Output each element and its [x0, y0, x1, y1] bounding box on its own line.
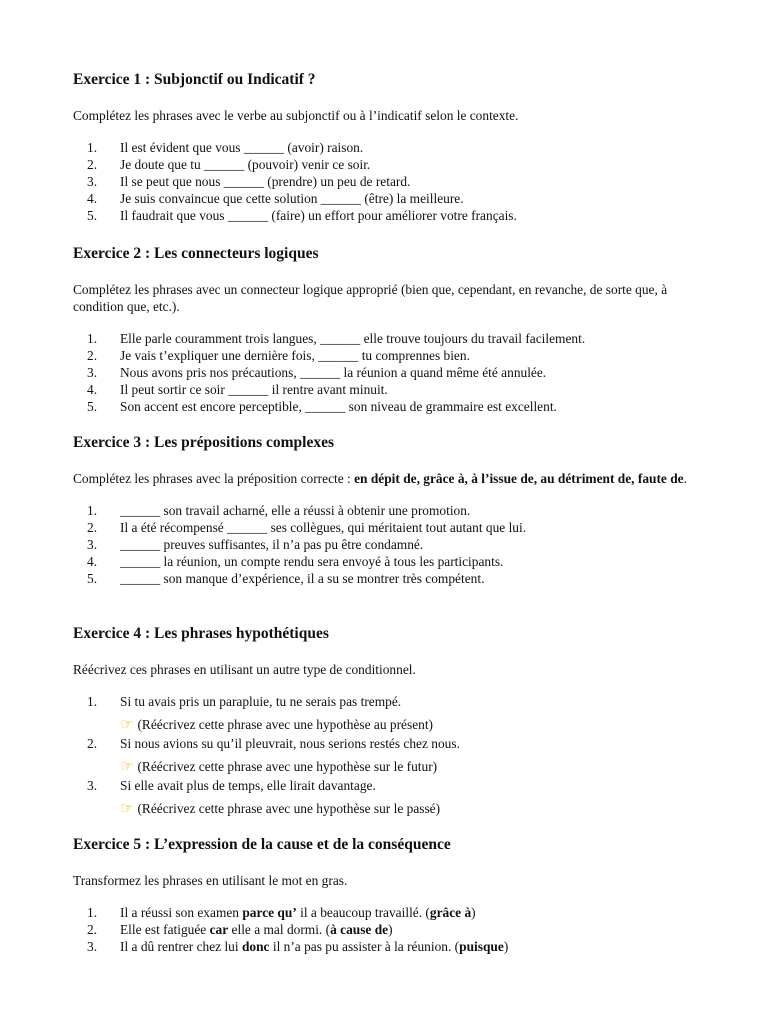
exercise-1-intro: Complétez les phrases avec le verbe au subjonctif ou à l’indicatif selon le contexte.	[73, 108, 519, 123]
list-item: 1. Il a réussi son examen parce qu’ il a beaucoup travaillé. (grâce à)	[87, 905, 476, 920]
list-item: 2. Elle est fatiguée car elle a mal dormi. (à cause de)	[87, 922, 393, 937]
list-item: 2. Je vais t’expliquer une dernière fois, ______ tu comprennes bien.	[87, 348, 470, 363]
exercise-3-list	[73, 502, 698, 587]
exercise-4-title: Exercice 4 : Les phrases hypothétiques	[73, 625, 329, 642]
hint-line: ☜ (Réécrivez cette phrase avec une hypothèse sur le futur)	[120, 757, 438, 775]
hint-line: ☜ (Réécrivez cette phrase avec une hypothèse au présent)	[120, 715, 434, 733]
list-item: 2. Il a été récompensé ______ ses collègues, qui méritaient tout autant que lui.	[87, 520, 527, 535]
list-item: 3. ______ preuves suffisantes, il n’a pas pu être condamné.	[87, 537, 424, 552]
list-item: 1. Si tu avais pris un parapluie, tu ne serais pas trempé. ☜ (Réécrivez cette phrase avec une hypothèse au présent)	[73, 693, 698, 733]
list-item: 5. Son accent est encore perceptible, ______ son niveau de grammaire est excellent.	[87, 399, 557, 414]
exercise-1-title: Exercice 1 : Subjonctif ou Indicatif ?	[73, 71, 316, 88]
pointing-hand-icon: ☜	[120, 799, 134, 817]
list-item: 2. Je doute que tu ______ (pouvoir) venir ce soir.	[87, 157, 371, 172]
exercise-3	[73, 433, 698, 587]
list-item: 4. Je suis convaincue que cette solution ______ (être) la meilleure.	[87, 191, 464, 206]
exercise-4-intro: Réécrivez ces phrases en utilisant un autre type de conditionnel.	[73, 662, 416, 677]
list-item: 2. Si nous avions su qu’il pleuvrait, nous serions restés chez nous. ☜ (Réécrivez cette phrase avec une hypothèse sur le futur)	[73, 735, 698, 775]
exercise-4	[73, 624, 698, 819]
exercise-5	[73, 835, 698, 955]
pointing-hand-icon: ☜	[120, 757, 134, 775]
exercise-5-list	[73, 904, 698, 955]
preposition-list: en dépit de, grâce à, à l’issue de, au détriment de, faute de	[354, 471, 684, 486]
exercise-2	[73, 244, 698, 415]
exercise-5-title: Exercice 5 : L’expression de la cause et de la conséquence	[73, 836, 451, 853]
list-item: 4. Il peut sortir ce soir ______ il rentre avant minuit.	[87, 382, 388, 397]
exercise-1	[73, 70, 698, 224]
hint-line: ☜ (Réécrivez cette phrase avec une hypothèse sur le passé)	[120, 799, 441, 817]
list-item: 3. Il se peut que nous ______ (prendre) un peu de retard.	[87, 174, 411, 189]
exercise-3-intro: Complétez les phrases avec la préposition correcte : en dépit de, grâce à, à l’issue de, au détriment de, faute de.	[73, 471, 687, 486]
exercise-1-list	[73, 139, 698, 224]
pointing-hand-icon: ☜	[120, 715, 134, 733]
exercise-2-list	[73, 330, 698, 415]
list-item: 3. Il a dû rentrer chez lui donc il n’a pas pu assister à la réunion. (puisque)	[87, 939, 509, 954]
exercise-2-title: Exercice 2 : Les connecteurs logiques	[73, 245, 319, 262]
list-item: 5. Il faudrait que vous ______ (faire) un effort pour améliorer votre français.	[87, 208, 517, 223]
list-item: 1. Elle parle couramment trois langues, ______ elle trouve toujours du travail facilement.	[87, 331, 586, 346]
list-item: 1. ______ son travail acharné, elle a réussi à obtenir une promotion.	[87, 503, 471, 518]
list-item: 3. Si elle avait plus de temps, elle lirait davantage. ☜ (Réécrivez cette phrase avec une hypothèse sur le passé)	[73, 777, 698, 817]
list-item: 4. ______ la réunion, un compte rendu sera envoyé à tous les participants.	[87, 554, 504, 569]
exercise-5-intro: Transformez les phrases en utilisant le mot en gras.	[73, 873, 348, 888]
exercise-4-list	[73, 693, 698, 817]
list-item: 5. ______ son manque d’expérience, il a su se montrer très compétent.	[87, 571, 485, 586]
list-item: 1. Il est évident que vous ______ (avoir) raison.	[87, 140, 364, 155]
exercise-2-intro: Complétez les phrases avec un connecteur logique approprié (bien que, cependant, en revanche, de sorte que, à condition que, etc.).	[73, 282, 668, 314]
list-item: 3. Nous avons pris nos précautions, ______ la réunion a quand même été annulée.	[87, 365, 547, 380]
exercise-3-title: Exercice 3 : Les prépositions complexes	[73, 434, 335, 451]
